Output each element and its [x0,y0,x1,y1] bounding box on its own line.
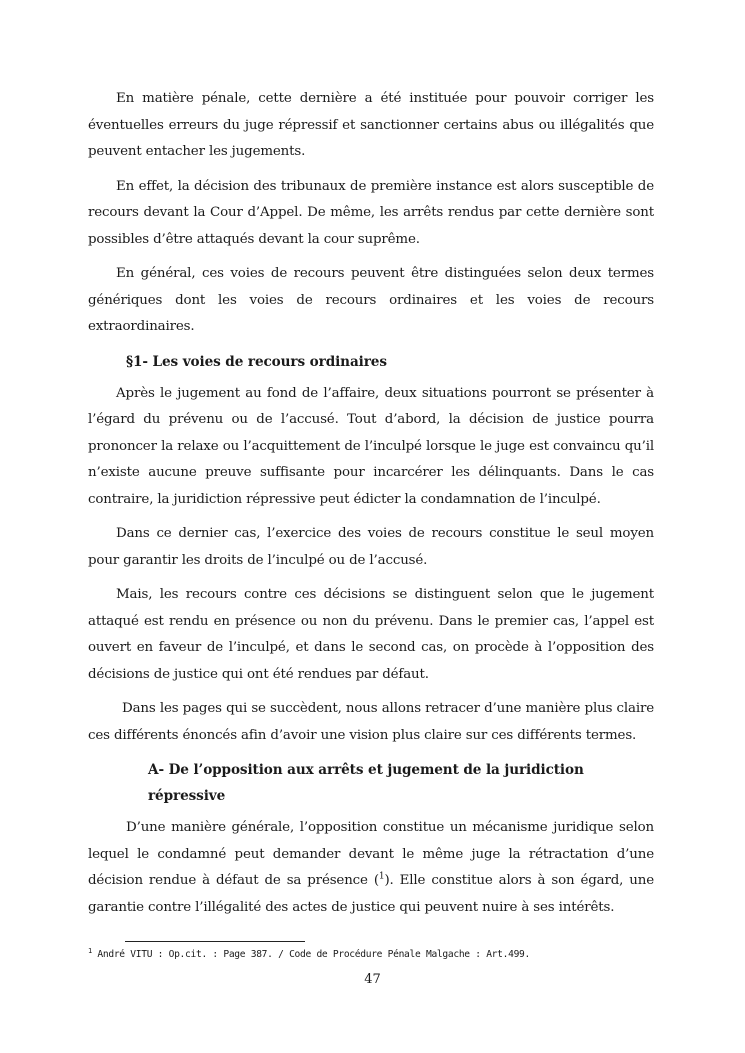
footnote [88,946,654,960]
footnote-text: André VITU : Op.cit. : Page 387. / Code de Procédure Pénale Malgache : Art.499. [97,949,531,960]
paragraph: Dans ce dernier cas, l’exercice des voies de recours constitue le seul moyen pour garantir les droits de l’inculpé ou de l’accusé. [88,526,654,568]
subsection-heading: A- De l’opposition aux arrêts et jugement de la juridiction répressive [148,762,584,804]
paragraph-with-footnote-ref [88,815,654,921]
document-body [88,86,654,929]
section-heading: §1- Les voies de recours ordinaires [126,353,387,370]
paragraph: En matière pénale, cette dernière a été instituée pour pouvoir corriger les éventuelles erreurs du juge répressif et sanctionner certains abus ou illégalités que peuvent entacher les jugements. [88,91,654,159]
paragraph: En effet, la décision des tribunaux de première instance est alors susceptible de recours devant la Cour d’Appel. De même, les arrêts rendus par cette dernière sont possibles d’être attaqués devant la cour suprême. [88,178,654,247]
page-number: 47 [364,972,381,987]
footnote-reference[interactable]: 1 [378,871,385,882]
footnote-separator [125,941,305,942]
paragraph: Après le jugement au fond de l’affaire, deux situations pourront se présenter à l’égard du prévenu ou de l’accusé. Tout d’abord, la décision de justice pourra prononcer la relaxe ou l’acquittement de l’inculpé lorsque le juge est convaincu qu’il n’existe aucune preuve suffisante pour incarcérer les délinquants. Dans le cas contraire, la juridiction répressive peut édicter la condamnation de l’inculpé. [88,385,654,507]
footnote-number: 1 [88,946,92,955]
paragraph: Mais, les recours contre ces décisions se distinguent selon que le jugement attaqué est rendu en présence ou non du prévenu. Dans le premier cas, l’appel est ouvert en faveur de l’inculpé, et dans le second cas, on procède à l’opposition des décisions de justice qui ont été rendues par défaut. [88,587,654,682]
paragraph: Dans les pages qui se succèdent, nous allons retracer d’une manière plus claire ces différents énoncés afin d’avoir une vision plus claire sur ces différents termes. [88,701,654,743]
paragraph: En général, ces voies de recours peuvent être distinguées selon deux termes génériques dont les voies de recours ordinaires et les voies de recours extraordinaires. [88,266,654,334]
paragraph-text: D’une manière générale, l’opposition constitue un mécanisme juridique selon lequel le condamné peut demander devant le même juge la rétractation d’une décision rendue à défaut de sa présence ( [88,820,654,888]
paragraph-text: ). Elle constitue alors à son égard, une garantie contre l’illégalité des actes de justice qui peuvent nuire à ses intérêts. [88,873,654,915]
